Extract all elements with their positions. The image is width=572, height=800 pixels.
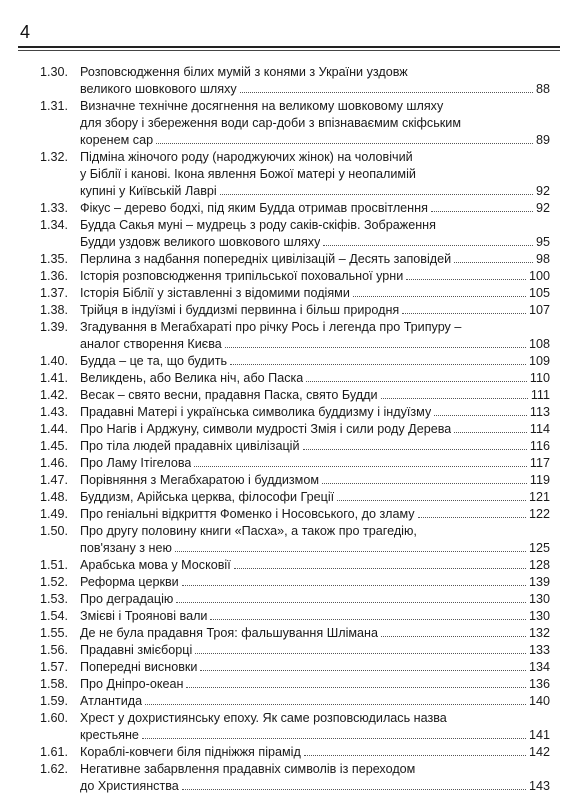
toc-entry-last-line	[80, 744, 550, 761]
toc-entry	[40, 574, 550, 591]
toc-entry-page: 130	[528, 592, 550, 606]
toc-entry-last-line	[80, 727, 550, 744]
toc-entry-page: 98	[535, 252, 550, 266]
toc-entry-page: 92	[535, 201, 550, 215]
dot-leader	[194, 455, 526, 467]
toc-entry	[40, 455, 550, 472]
toc-entry-last-line	[80, 438, 550, 455]
toc-entry-title-line: Змієві і Троянові вали	[80, 609, 208, 623]
toc-entry-number: 1.44.	[40, 422, 69, 436]
toc-entry-number: 1.39.	[40, 320, 69, 334]
toc-entry-page: 133	[528, 643, 550, 657]
toc-entry-title-line: для збору і збереження води сар-доби з впізнаваємим скіфським	[80, 116, 461, 130]
table-of-contents	[40, 64, 550, 795]
toc-entry-number: 1.62.	[40, 762, 69, 776]
toc-entry	[40, 64, 550, 98]
toc-entry-last-line	[80, 625, 550, 642]
toc-entry	[40, 319, 550, 353]
toc-entry-page: 107	[528, 303, 550, 317]
toc-entry-number: 1.54.	[40, 609, 69, 623]
toc-entry	[40, 217, 550, 251]
toc-entry-number: 1.36.	[40, 269, 69, 283]
toc-entry-last-line	[80, 353, 550, 370]
toc-entry	[40, 268, 550, 285]
toc-entry	[40, 642, 550, 659]
toc-entry-page: 114	[529, 422, 550, 436]
toc-entry-last-line	[80, 336, 550, 353]
toc-entry-title-line: Про деградацію	[80, 592, 174, 606]
dot-leader	[234, 557, 526, 569]
toc-entry-number: 1.30.	[40, 65, 69, 79]
toc-entry-title-line: Великдень, або Велика ніч, або Паска	[80, 371, 304, 385]
toc-entry-last-line	[80, 370, 550, 387]
toc-entry-page: 125	[528, 541, 550, 555]
toc-entry-last-line	[80, 676, 550, 693]
dot-leader	[182, 574, 526, 586]
toc-entry-last-line	[80, 540, 550, 557]
toc-entry-page: 111	[530, 388, 550, 402]
toc-entry-last-line	[80, 200, 550, 217]
dot-leader	[142, 727, 526, 739]
toc-entry-page: 113	[529, 405, 550, 419]
dot-leader	[186, 676, 526, 688]
dot-leader	[230, 353, 526, 365]
header-rule-thin	[18, 50, 560, 51]
toc-entry-title-line: пов'язану з нею	[80, 541, 172, 555]
toc-entry-number: 1.58.	[40, 677, 69, 691]
toc-entry-last-line	[80, 557, 550, 574]
dot-leader	[175, 540, 526, 552]
toc-entry-title-line: Порівняння з Мегабхаратою і буддизмом	[80, 473, 319, 487]
toc-entry-last-line	[80, 778, 550, 795]
toc-entry-page: 108	[528, 337, 550, 351]
toc-entry-page: 122	[528, 507, 550, 521]
toc-entry	[40, 404, 550, 421]
dot-leader	[306, 370, 527, 382]
toc-entry	[40, 591, 550, 608]
dot-leader	[200, 659, 526, 671]
toc-entry-last-line	[80, 268, 550, 285]
dot-leader	[220, 183, 533, 195]
toc-entry-last-line	[80, 574, 550, 591]
dot-leader	[145, 693, 526, 705]
toc-entry-number: 1.61.	[40, 745, 69, 759]
toc-entry	[40, 710, 550, 744]
toc-entry-number: 1.48.	[40, 490, 69, 504]
toc-entry-number: 1.38.	[40, 303, 69, 317]
toc-entry-number: 1.40.	[40, 354, 69, 368]
toc-entry	[40, 489, 550, 506]
toc-entry-title-line: крестьяне	[80, 728, 139, 742]
toc-entry	[40, 506, 550, 523]
toc-entry	[40, 676, 550, 693]
toc-entry	[40, 608, 550, 625]
toc-entry-title-line: Прадавні змієборці	[80, 643, 193, 657]
toc-entry	[40, 149, 550, 200]
dot-leader	[381, 625, 526, 637]
toc-entry-number: 1.35.	[40, 252, 69, 266]
toc-entry-page: 136	[528, 677, 550, 691]
toc-entry-title-line: аналог створення Києва	[80, 337, 222, 351]
toc-entry	[40, 625, 550, 642]
toc-entry-title-line: Про другу половину книги «Пасха», а також про трагедію,	[80, 524, 417, 538]
toc-entry-last-line	[80, 591, 550, 608]
toc-entry-title-line: Будда Сакья муні – мудрець з роду саків-скіфів. Зображення	[80, 218, 436, 232]
toc-entry-page: 116	[529, 439, 550, 453]
toc-entry-last-line	[80, 489, 550, 506]
toc-entry-title-line: до Християнства	[80, 779, 179, 793]
toc-entry-last-line	[80, 183, 550, 200]
toc-entry-title-line: Підміна жіночого роду (народжуючих жінок) на чоловічий	[80, 150, 413, 164]
toc-entry-last-line	[80, 285, 550, 302]
dot-leader	[431, 200, 533, 212]
toc-entry-title-line: Буддизм, Арійська церква, філософи Греції	[80, 490, 335, 504]
dot-leader	[195, 642, 526, 654]
toc-entry-title-line: великого шовкового шляху	[80, 82, 237, 96]
toc-entry-number: 1.37.	[40, 286, 69, 300]
dot-leader	[406, 268, 526, 280]
toc-entry-last-line	[80, 506, 550, 523]
page-number: 4	[20, 22, 31, 42]
dot-leader	[418, 506, 526, 518]
dot-leader	[225, 336, 526, 348]
toc-entry-number: 1.50.	[40, 524, 69, 538]
toc-entry-number: 1.45.	[40, 439, 69, 453]
toc-entry-last-line	[80, 251, 550, 268]
toc-entry-number: 1.46.	[40, 456, 69, 470]
toc-entry-page: 139	[528, 575, 550, 589]
toc-entry-page: 141	[528, 728, 550, 742]
toc-entry-last-line	[80, 608, 550, 625]
toc-entry-number: 1.33.	[40, 201, 69, 215]
toc-entry-title-line: Попередні висновки	[80, 660, 198, 674]
toc-entry-last-line	[80, 421, 550, 438]
toc-entry-page: 142	[528, 745, 550, 759]
toc-entry-number: 1.34.	[40, 218, 69, 232]
dot-leader	[176, 591, 526, 603]
toc-entry	[40, 200, 550, 217]
toc-entry-title-line: Історія Біблії у зіставленні з відомими подіями	[80, 286, 350, 300]
toc-entry-page: 121	[528, 490, 550, 504]
toc-entry	[40, 523, 550, 557]
toc-entry	[40, 302, 550, 319]
toc-entry-number: 1.49.	[40, 507, 69, 521]
toc-entry-page: 130	[528, 609, 550, 623]
toc-entry	[40, 438, 550, 455]
toc-entry-last-line	[80, 302, 550, 319]
toc-entry-page: 128	[528, 558, 550, 572]
toc-entry	[40, 744, 550, 761]
dot-leader	[454, 251, 533, 263]
toc-entry-page: 110	[529, 371, 550, 385]
toc-entry-last-line	[80, 404, 550, 421]
toc-entry-page: 140	[528, 694, 550, 708]
dot-leader	[337, 489, 526, 501]
dot-leader	[434, 404, 527, 416]
toc-entry-number: 1.51.	[40, 558, 69, 572]
dot-leader	[303, 438, 527, 450]
toc-entry-page: 109	[528, 354, 550, 368]
toc-entry-title-line: Арабська мова у Московії	[80, 558, 231, 572]
toc-entry-number: 1.47.	[40, 473, 69, 487]
toc-entry	[40, 285, 550, 302]
toc-entry-title-line: Весак – свято весни, прадавня Паска, свято Будди	[80, 388, 378, 402]
toc-entry-number: 1.32.	[40, 150, 69, 164]
toc-entry-title-line: Про геніальні відкриття Фоменко і Носовського, до зламу	[80, 507, 415, 521]
toc-entry-number: 1.52.	[40, 575, 69, 589]
toc-entry-page: 119	[529, 473, 550, 487]
toc-entry-page: 92	[535, 184, 550, 198]
toc-entry	[40, 251, 550, 268]
toc-entry-number: 1.53.	[40, 592, 69, 606]
toc-entry-last-line	[80, 132, 550, 149]
toc-entry-number: 1.43.	[40, 405, 69, 419]
toc-entry-title-line: Де не була прадавня Троя: фальшування Шлімана	[80, 626, 379, 640]
toc-entry-title-line: Історія розповсюдження трипільської поховальної урни	[80, 269, 404, 283]
toc-entry-page: 117	[529, 456, 550, 470]
toc-entry-number: 1.31.	[40, 99, 69, 113]
toc-entry	[40, 659, 550, 676]
toc-entry-title-line: Згадування в Мегабхараті про річку Рось і легенда про Трипуру –	[80, 320, 462, 334]
toc-entry-title-line: Прадавні Матері і українська символика буддизму і індуїзму	[80, 405, 432, 419]
dot-leader	[381, 387, 528, 399]
toc-entry-last-line	[80, 387, 550, 404]
toc-entry	[40, 98, 550, 149]
toc-entry-page: 88	[535, 82, 550, 96]
toc-entry-last-line	[80, 659, 550, 676]
toc-entry-page: 95	[535, 235, 550, 249]
toc-entry-title-line: Перлина з надбання попередніх цивілізацій – Десять заповідей	[80, 252, 452, 266]
toc-entry-number: 1.60.	[40, 711, 69, 725]
toc-entry-title-line: Атлантида	[80, 694, 143, 708]
toc-entry-number: 1.42.	[40, 388, 69, 402]
dot-leader	[322, 472, 527, 484]
toc-entry-number: 1.56.	[40, 643, 69, 657]
dot-leader	[210, 608, 526, 620]
toc-entry	[40, 387, 550, 404]
toc-entry-last-line	[80, 234, 550, 251]
toc-entry-title-line: Визначне технічне досягнення на великому шовковому шляху	[80, 99, 444, 113]
toc-entry-number: 1.59.	[40, 694, 69, 708]
dot-leader	[304, 744, 526, 756]
toc-entry-title-line: у Біблії і канові. Ікона явлення Божої матері у неопалимій	[80, 167, 416, 181]
toc-entry-title-line: Будди уздовж великого шовкового шляху	[80, 235, 321, 249]
toc-entry	[40, 353, 550, 370]
toc-entry-title-line: Кораблі-ковчеги біля підніжжя пірамід	[80, 745, 301, 759]
dot-leader	[182, 778, 526, 790]
toc-entry-title-line: Будда – це та, що будить	[80, 354, 228, 368]
toc-entry-last-line	[80, 81, 550, 98]
toc-entry-last-line	[80, 693, 550, 710]
toc-entry-number: 1.57.	[40, 660, 69, 674]
dot-leader	[402, 302, 526, 314]
toc-entry-page: 89	[535, 133, 550, 147]
toc-entry	[40, 472, 550, 489]
toc-entry-title-line: Трійця в індуїзмі і буддизмі первинна і більш природня	[80, 303, 400, 317]
toc-entry-title-line: Розповсюдження білих мумій з конями з України уздовж	[80, 65, 408, 79]
toc-entry-title-line: Реформа церкви	[80, 575, 179, 589]
toc-entry-title-line: купині у Київській Лаврі	[80, 184, 217, 198]
toc-entry	[40, 421, 550, 438]
toc-entry-title-line: Про Нагів і Арджуну, символи мудрості Змія і сили роду Дерева	[80, 422, 452, 436]
dot-leader	[353, 285, 526, 297]
toc-entry	[40, 370, 550, 387]
toc-entry-page: 134	[528, 660, 550, 674]
toc-entry-title-line: коренем сар	[80, 133, 154, 147]
toc-entry-last-line	[80, 455, 550, 472]
dot-leader	[156, 132, 533, 144]
toc-entry-title-line: Фікус – дерево бодхі, під яким Будда отримав просвітлення	[80, 201, 428, 215]
header-rule	[18, 46, 560, 48]
toc-entry-page: 132	[528, 626, 550, 640]
toc-entry-number: 1.55.	[40, 626, 69, 640]
toc-entry-title-line: Хрест у дохристиянську епоху. Як саме розповсюдилась назва	[80, 711, 447, 725]
toc-entry-last-line	[80, 472, 550, 489]
toc-entry	[40, 557, 550, 574]
toc-entry-title-line: Негативне забарвлення прадавніх символів із переходом	[80, 762, 416, 776]
toc-entry-title-line: Про тіла людей прадавніх цивілізацій	[80, 439, 300, 453]
toc-entry-title-line: Про Дніпро-океан	[80, 677, 184, 691]
dot-leader	[240, 81, 533, 93]
toc-entry-page: 100	[528, 269, 550, 283]
toc-entry	[40, 761, 550, 795]
toc-entry-page: 143	[528, 779, 550, 793]
toc-entry-number: 1.41.	[40, 371, 69, 385]
toc-entry-page: 105	[528, 286, 550, 300]
toc-entry-last-line	[80, 642, 550, 659]
toc-entry-title-line: Про Ламу Ітігелова	[80, 456, 192, 470]
toc-entry	[40, 693, 550, 710]
dot-leader	[454, 421, 527, 433]
dot-leader	[323, 234, 533, 246]
